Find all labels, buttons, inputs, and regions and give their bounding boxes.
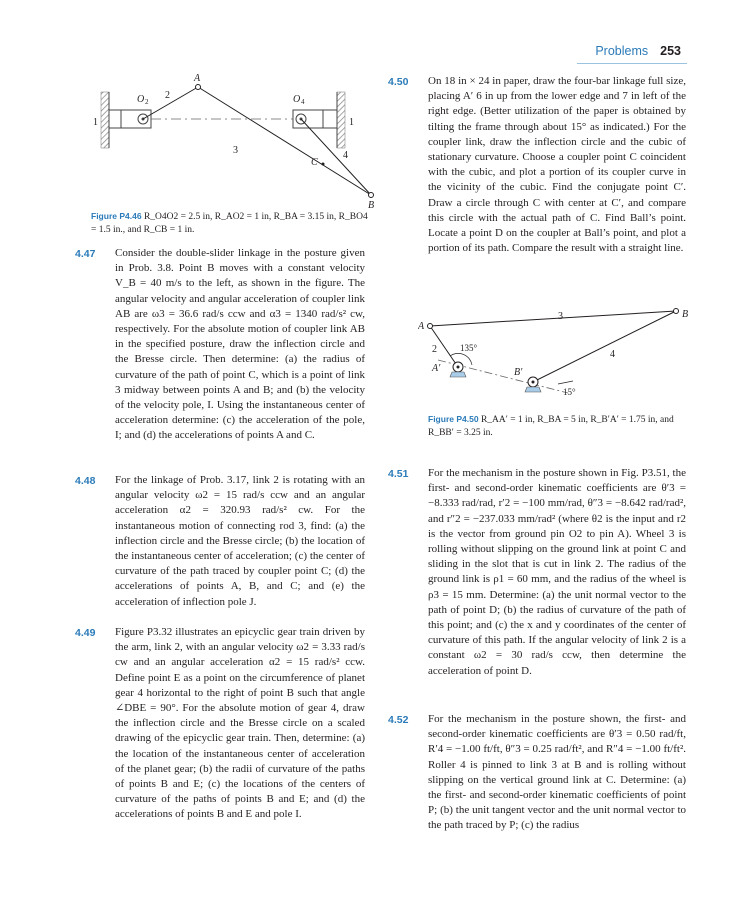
problem-text: For the mechanism in the posture shown, the first- and second-order kinematic coefficients are θ′3 = 0.50 rad/ft, R′4 = −1.00 ft/ft, θ″3 = 0.25 rad/ft², and R″4 = −1.00 ft/ft². Roller 4 is pinned to link 3 at B and is rolling without slipping on the vertical ground link at C. Determine: (a) the first- and second-order kinematic coefficients of point P; (b) the unit tangent vector and the unit normal vector to the path traced by P; (c) the radius [428, 713, 686, 832]
problem-4-50 [388, 74, 686, 256]
ground-right [337, 92, 345, 148]
link-2 [143, 87, 198, 119]
header-rule [577, 63, 687, 64]
label-o2: O [137, 94, 145, 105]
label-o4-sub: 4 [301, 98, 305, 106]
section-title: Problems [595, 44, 649, 58]
problem-text: On 18 in × 24 in paper, draw the four-bar linkage full size, placing A′ 6 in up from the lower edge and 7 in left of the right edge. (Better utilization of the paper is obtained by tilting the frame through about 15° as indicated.) For the coupler link, draw the inflection circle and the cubic of stationary curvature. Choose a coupler point C coincident with the cubic, and plot a portion of its coupler curve in the vicinity of the cubic. Find the conjugate point C′. Draw a circle through C with center at C′, and compare this circle with the actual path of C. Find Ball’s point. Locate a point D on the coupler at Ball’s point, and plot a portion of its path. Compare the result with a straight line. [428, 75, 686, 255]
joint-a [428, 324, 433, 329]
problem-number: 4.51 [388, 468, 409, 480]
figure-p4-50-caption-label: Figure P4.50 [428, 414, 479, 424]
label-b: B [682, 309, 689, 320]
joint-b [369, 193, 374, 198]
problem-text: For the linkage of Prob. 3.17, link 2 is rotating with an angular velocity ω2 = 15 rad/s ccw and an angular acceleration α2 = 320.93 rad/s² cw. For the instantaneous motion of connecting rod 3, find: (a) the inflection circle and the Bresse circle; (b) the location of the instantaneous center of acceleration; (c) the center of curvature of the path traced by coupler point C; (d) the accelerations of points A, B, and C; and (e) the acceleration of inflection pole J. [115, 474, 365, 608]
page-number: 253 [660, 44, 681, 58]
label-link-4: 4 [343, 150, 348, 161]
label-b-prime: B′ [514, 367, 523, 378]
label-o2-sub: 2 [145, 98, 149, 106]
problem-4-52 [388, 712, 686, 834]
pivot-a-prime [450, 362, 466, 377]
figure-p4-50-caption-text: R_AA′ = 1 in, R_BA = 5 in, R_B′A′ = 1.75 in, and R_BB′ = 3.25 in. [428, 415, 674, 438]
problem-number: 4.52 [388, 714, 409, 726]
angle-arc-15 [558, 381, 573, 384]
label-angle-15: 15° [563, 387, 576, 397]
label-link-4: 4 [610, 349, 615, 360]
label-link-1-right: 1 [349, 117, 354, 128]
figure-p4-46-caption [91, 210, 371, 236]
joint-a [196, 85, 201, 90]
page-header [595, 44, 681, 58]
label-o4: O [293, 94, 301, 105]
ground-left [101, 92, 109, 148]
figure-p4-46 [85, 70, 395, 210]
problem-4-51 [388, 466, 686, 679]
label-a: A [418, 321, 425, 332]
label-link-2: 2 [165, 90, 170, 101]
figure-p4-46-caption-label: Figure P4.46 [91, 211, 142, 221]
problem-text: For the mechanism in the posture shown in Fig. P3.51, the first- and second-order kinematic coefficients are θ′3 = −8.333 rad/rad, r′2 = −100 mm/rad, θ″3 = −8.642 rad/rad², and r″2 = −237.033 mm/rad² (where θ2 is the input and r2 is the vector from ground pin O2 to pin A). Wheel 3 is rolling without slipping on the ground link at point C and sliding in the slot that is cut in link 2. The radius of the ground link is ρ1 = 60 mm, and the radius of the wheel is ρ3 = 15 mm. Determine: (a) the unit normal vector to the path of point D; (b) the radius of curvature of the path of this point; and (c) the x and y coordinates of the center of curvature of this path. If the angular velocity of link 2 is a constant ω2 = 30 rad/s ccw, then determine the acceleration of point D. [428, 467, 686, 677]
joint-b [674, 309, 679, 314]
link-3 [430, 311, 676, 326]
point-c [322, 163, 325, 166]
label-link-1-left: 1 [93, 117, 98, 128]
figure-p4-46-caption-text: R_O4O2 = 2.5 in, R_AO2 = 1 in, R_BA = 3.15 in, R_BO4 = 1.5 in., and R_CB = 1 in. [91, 212, 368, 235]
problem-4-48 [75, 473, 365, 610]
problem-4-47 [75, 246, 365, 444]
problem-4-49 [75, 625, 365, 823]
problem-text: Consider the double-slider linkage in the posture given in Prob. 3.8. Point B moves with a constant velocity V_B = 40 m/s to the left, as shown in the figure. The angular velocity and angular acceleration of coupler link AB are ω3 = 36.6 rad/s ccw and α3 = 1340 rad/s² cw, respectively. For the absolute motion of coupler link AB in the specified posture, draw the inflection circle and the Bresse circle. Then determine: (a) the radius of curvature of the path of point C, which is a point of link 3 midway between points A and B; and (b) the velocity of the velocity pole, I. Using the instantaneous center of acceleration determine: (c) the acceleration of the pole, I; and (d) the accelerations of points A and C. [115, 247, 365, 442]
link-4 [533, 311, 676, 382]
label-link-3: 3 [233, 145, 238, 156]
figure-p4-50-caption [428, 413, 693, 439]
label-a: A [194, 73, 201, 84]
label-a-prime: A′ [432, 363, 441, 374]
problem-number: 4.47 [75, 248, 96, 260]
label-link-3: 3 [558, 311, 563, 322]
label-angle-135: 135° [460, 343, 478, 353]
problem-number: 4.50 [388, 76, 409, 88]
figure-p4-50 [418, 305, 698, 410]
label-b: B [368, 200, 375, 210]
problem-number: 4.48 [75, 475, 96, 487]
label-c: C [311, 157, 318, 168]
label-link-2: 2 [432, 344, 437, 355]
problem-number: 4.49 [75, 627, 96, 639]
problem-text: Figure P3.32 illustrates an epicyclic gear train driven by the arm, link 2, with an angular velocity ω2 = 3.33 rad/s cw and an angular acceleration α2 = 15 rad/s² ccw. Define point E as a point on the circumference of planet gear 4 horizontal to the right of point B such that angle ∠DBE = 90°. For the absolute motion of gear 4, draw the inflection circle and the Bresse circle on a scaled drawing of the epicyclic gear train. Then, determine: (a) the location of the instantaneous center of acceleration of the planet gear; (b) the radii of curvature of the paths of points B and E; (c) the locations of the centers of curvature of the paths of points B and E; and (d) the accelerations of points B and E and pole I. [115, 626, 365, 821]
